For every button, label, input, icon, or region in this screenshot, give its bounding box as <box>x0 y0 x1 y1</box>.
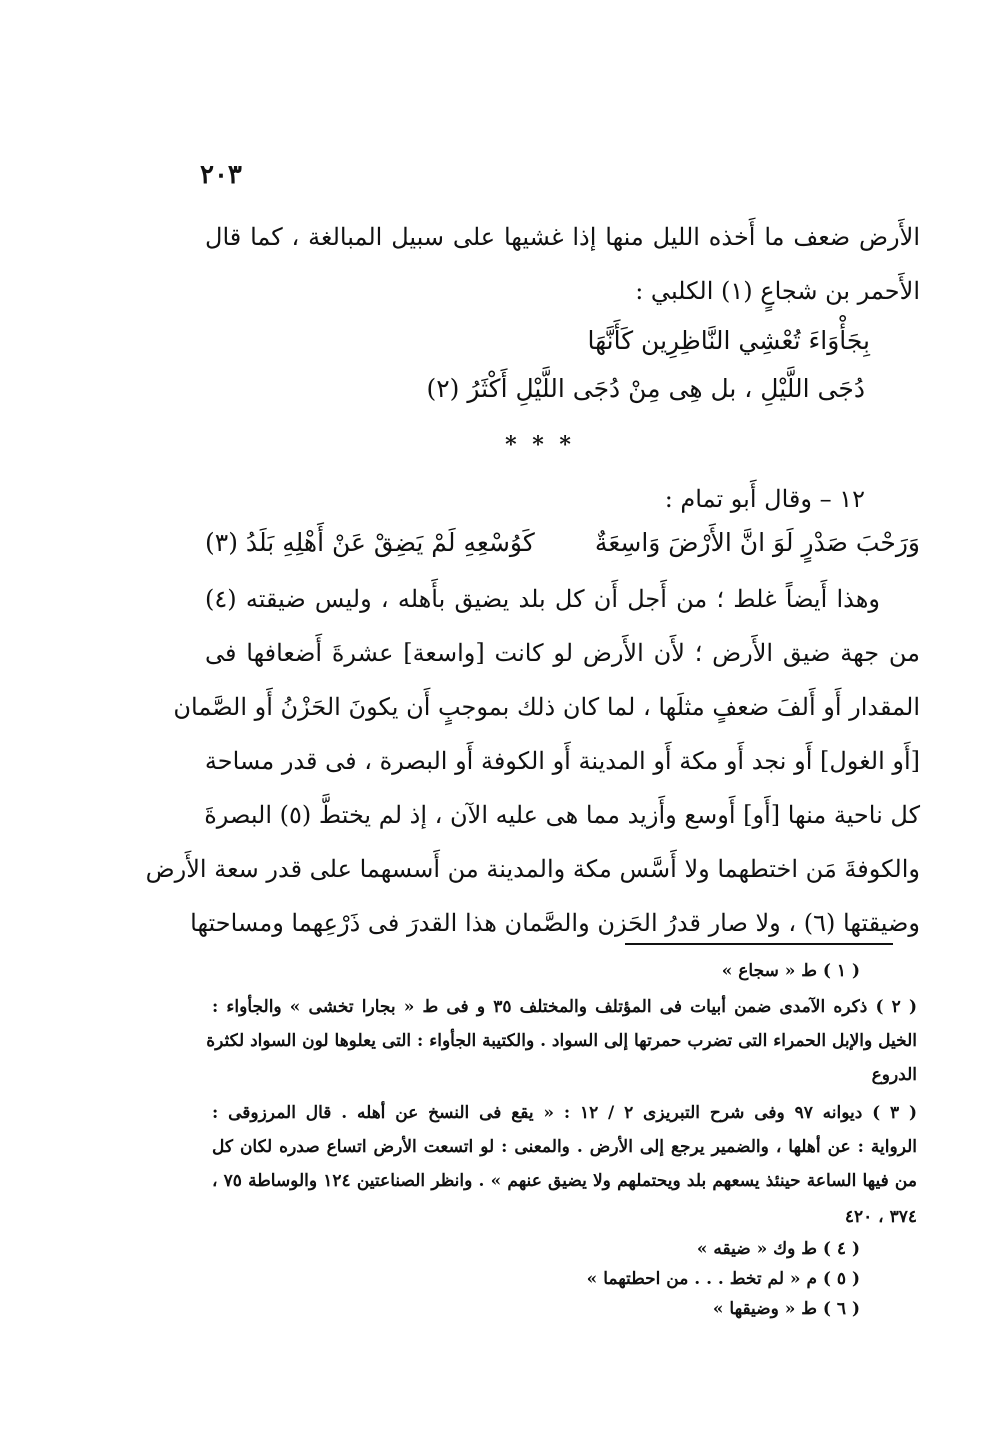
footnote: ٣٧٤ ، ٤٢٠ <box>844 1207 917 1227</box>
body-line: الأَرض ضعف ما أَخذه الليل منها إذا غشيها على سبيل المبالغة ، كما قال <box>205 223 920 251</box>
footnote: ( ٤ ) ط وك « ضيقه » <box>696 1239 860 1259</box>
footnote: من فيها الساعة حينئذ يسعهم بلد ويحتملهم ولا يضيق عنهم » . وانظر الصناعتين ١٢٤ والوساطة ٧٥ ، <box>212 1171 917 1191</box>
footnote: الرواية : عن أهلها ، والضمير يرجع إلى الأرض . والمعنى : لو اتسعت الأرض اتساع صدره لكان كل <box>212 1137 917 1157</box>
paragraph-line: وهذا أَيضاً غلط ؛ من أَجل أَن كل بلد يضيق بأَهله ، وليس ضيقته (٤) <box>205 585 880 613</box>
section-heading: ١٢ – وقال أَبو تمام : <box>664 485 865 513</box>
body-line: الأَحمر بن شجاعٍ (١) الكلبي : <box>635 277 920 305</box>
section-separator: * * * <box>505 432 575 458</box>
verse-hemistich: بِجَأْوَاءَ تُعْشِي النَّاظِرِين كَأَنَّهَا <box>587 326 870 355</box>
verse-hemistich: كَوُسْعِهِ لَمْ يَضِقْ عَنْ أَهْلِهِ بَلَدُ (٣) <box>205 528 535 557</box>
footnote-rule <box>625 943 893 945</box>
paragraph-line: من جهة ضيق الأَرض ؛ لأَن الأَرض لو كانت [واسعة] عشرةَ أَضعافها فى <box>205 639 920 667</box>
footnote: ( ١ ) ط « سجاع » <box>721 961 860 981</box>
paragraph-line: [أَو الغول] أَو نجد أَو مكة أَو المدينة أَو الكوفة أَو البصرة ، فى قدر مساحة <box>204 747 920 775</box>
footnote: ( ٦ ) ط « وضيقها » <box>712 1299 860 1319</box>
footnote: ( ٢ ) ذكره الآمدى ضمن أبيات فى المؤتلف والمختلف ٣٥ و فى ط « بجارا تخشى » والجأواء : <box>212 997 917 1017</box>
paragraph-line: والكوفةَ مَن اختطهما ولا أَسَّس مكة والمدينة من أَسسهما على قدر سعة الأَرض <box>145 855 920 883</box>
verse-hemistich: دُجَى اللَّيْلِ ، بل هِى مِنْ دُجَى اللَّيْلِ أَكْثَرُ (٢) <box>426 374 865 403</box>
paragraph-line: كل ناحية منها [أَو] أَوسع وأَزيد مما هى عليه الآن ، إذ لم يختطَّ (٥) البصرةَ <box>204 801 920 829</box>
footnote: ( ٣ ) ديوانه ٩٧ وفى شرح التبريزى ٢ / ١٢ : « يقع فى النسخ عن أهله . قال المرزوقى : <box>212 1103 918 1123</box>
paragraph-line: المقدار أَو أَلفَ ضعفٍ مثلَها ، لما كان ذلك بموجبٍ أَن يكونَ الحَزْنُ أَو الصَّمان <box>173 693 920 721</box>
footnote: الدروع <box>871 1065 917 1085</box>
footnote: ( ٥ ) م « لم تخط . . . من احطتهما » <box>586 1269 860 1289</box>
footnote: الخيل والإبل الحمراء التى تضرب حمرتها إلى السواد . والكتيبة الجأواء : التى يعلوها لون السواد لكثرة <box>206 1031 917 1051</box>
page-number: ٢٠٣ <box>200 160 242 190</box>
paragraph-line: وضيقتها (٦) ، ولا صار قدرُ الحَزن والصَّمان هذا القدرَ فى ذَرْعِهما ومساحتها <box>190 909 920 937</box>
verse-hemistich: وَرَحْبَ صَدْرٍ لَوَ انَّ الأَرْضَ وَاسِعَةٌ <box>594 528 920 557</box>
